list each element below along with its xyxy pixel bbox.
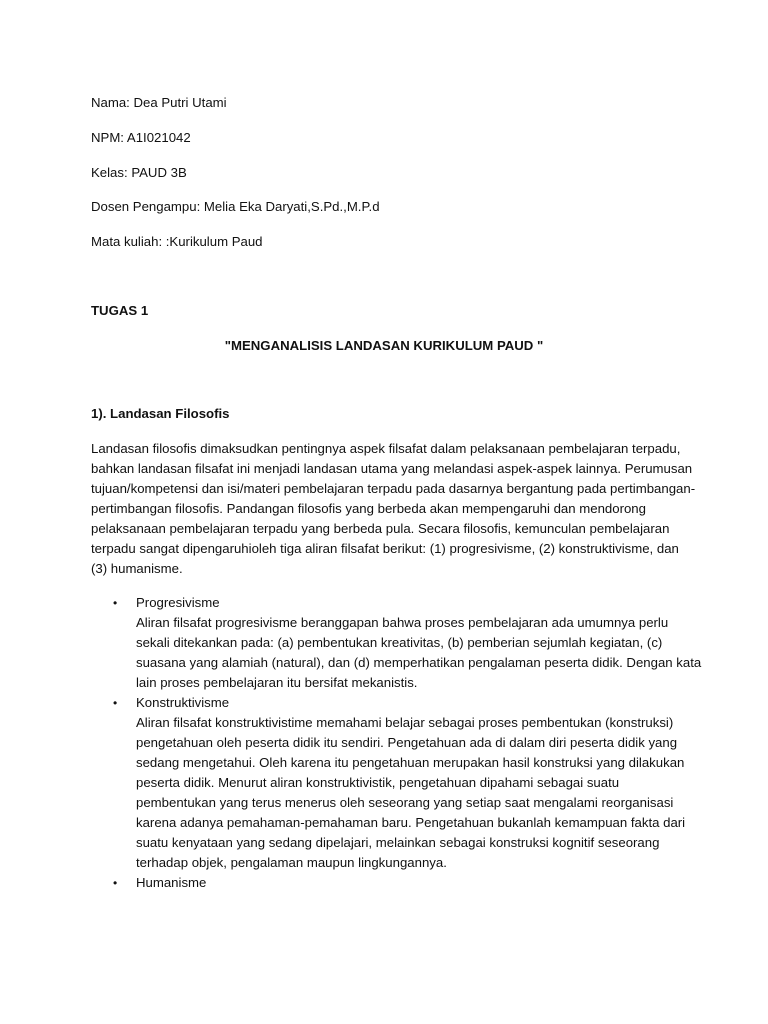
list-item-line: Aliran filsafat konstruktivistime memahami belajar sebagai proses pembentukan (konstruksi)	[136, 715, 674, 730]
list-item-title: Humanisme	[136, 875, 207, 890]
lecturer-name: Dosen Pengampu: Melia Eka Daryati,S.Pd.,M.P.d	[91, 199, 380, 214]
paragraph-line: (3) humanisme.	[91, 561, 183, 576]
paragraph-line: Landasan filosofis dimaksudkan pentingnya aspek filsafat dalam pelaksanaan pembelajaran terpadu,	[91, 441, 681, 456]
section-paragraph	[91, 439, 696, 579]
list-item-body	[136, 713, 696, 873]
list-item-body	[136, 613, 702, 693]
section-heading: 1). Landasan Filosofis	[91, 406, 230, 421]
paragraph-line: terpadu sangat dipengaruhioleh tiga aliran filsafat berikut: (1) progresivisme, (2) konstruktivisme, dan	[91, 541, 679, 556]
list-item-line: sedang mengetahui. Oleh karena itu pengetahuan merupakan hasil konstruksi yang dilakukan	[136, 755, 685, 770]
assignment-title: "MENGANALISIS LANDASAN KURIKULUM PAUD "	[224, 338, 544, 353]
course-name: Mata kuliah: :Kurikulum Paud	[91, 234, 263, 249]
bullet-point: •	[113, 876, 118, 890]
list-item-line: peserta didik. Menurut aliran konstruktivistik, pengetahuan dipahami sebagai suatu	[136, 775, 620, 790]
paragraph-line: pelaksanaan pembelajaran terpadu yang berbeda pula. Secara filosofis, kemunculan pembelajaran	[91, 521, 670, 536]
list-item-line: suatu kenyataan yang sedang dipelajari, melainkan sebagai konstruksi kognitif seseorang	[136, 835, 660, 850]
paragraph-line: bahkan landasan filsafat ini menjadi landasan utama yang melandasi aspek-aspek lainnya. Perumusan	[91, 461, 693, 476]
list-item-line: suasana yang alamiah (natural), dan (d) memperhatikan pengalaman peserta didik. Dengan kata	[136, 655, 702, 670]
list-item-line: karena adanya pemahaman-pemahaman baru. Pengetahuan bukanlah kemampuan fakta dari	[136, 815, 686, 830]
list-item-line: lain proses pembelajaran itu bersifat mekanistis.	[136, 675, 418, 690]
list-item-line: pembentukan yang terus menerus oleh seseorang yang setiap saat mengalami reorganisasi	[136, 795, 674, 810]
assignment-label: TUGAS 1	[91, 303, 149, 318]
bullet-point: •	[113, 596, 118, 610]
student-name: Nama: Dea Putri Utami	[91, 95, 227, 110]
paragraph-line: tujuan/kompetensi dan isi/materi pembelajaran terpadu pada dasarnya bergantung pada pertimbangan-	[91, 481, 696, 496]
list-item-title: Konstruktivisme	[136, 695, 230, 710]
bullet-point: •	[113, 696, 118, 710]
student-npm: NPM: A1I021042	[91, 130, 191, 145]
student-class: Kelas: PAUD 3B	[91, 165, 187, 180]
list-item-title: Progresivisme	[136, 595, 220, 610]
list-item-line: terhadap objek, pengalaman maupun lingkungannya.	[136, 855, 447, 870]
paragraph-line: pertimbangan filosofis. Pandangan filosofis yang berbeda akan mempengaruhi dan mendorong	[91, 501, 646, 516]
list-item-line: pengetahuan oleh peserta didik itu sendiri. Pengetahuan ada di dalam diri peserta didik yang	[136, 735, 678, 750]
list-item-line: sekali ditekankan pada: (a) pembentukan kreativitas, (b) pemberian sejumlah kegiatan, (c)	[136, 635, 663, 650]
list-item-line: Aliran filsafat progresivisme beranggapan bahwa proses pembelajaran ada umumnya perlu	[136, 615, 669, 630]
